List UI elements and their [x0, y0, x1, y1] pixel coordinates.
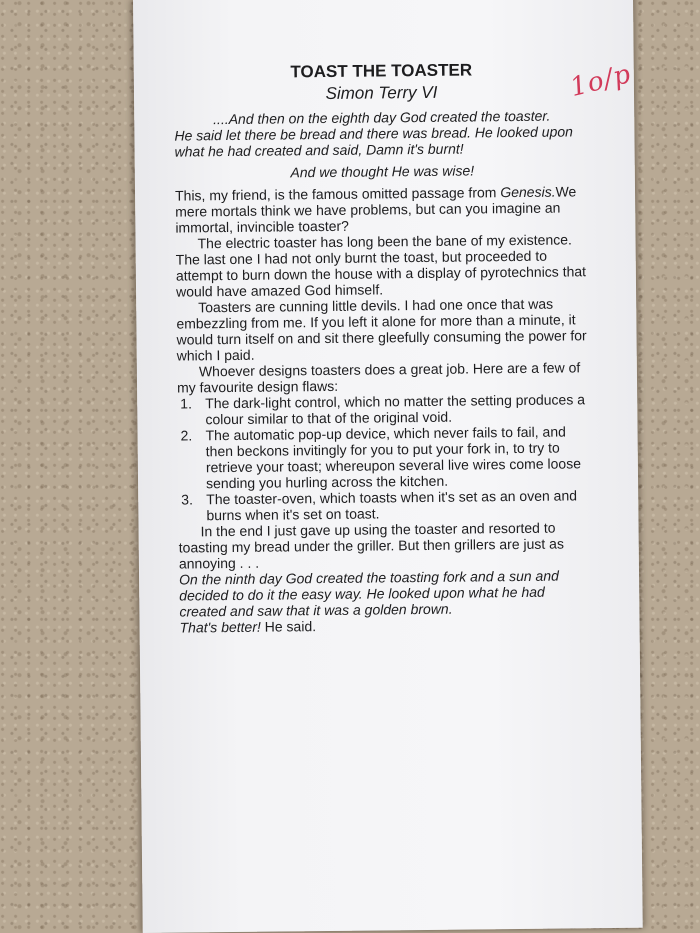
list-text: The dark-light control, which no matter the setting produces a colour similar to that of the original void.	[205, 391, 586, 428]
article-title: TOAST THE TOASTER	[290, 60, 473, 82]
list-item	[178, 487, 593, 523]
list-item	[177, 423, 593, 491]
article	[174, 59, 595, 635]
paragraph-genesis	[175, 183, 590, 235]
paragraph-genesis-lead: This, my friend, is the famous omitted passage from	[174, 184, 501, 204]
genesis-word: Genesis.	[500, 183, 556, 201]
list-text: The automatic pop-up device, which never fails to fail, and then beckons invitingly for you to put your fork in, to try to retrieve your toast; whereupon several live wires come loose sending you hurling across the kitchen.	[205, 423, 582, 492]
final-italic: That's better!	[179, 618, 261, 636]
paper-sheet	[133, 0, 643, 933]
final-plain: He said.	[260, 618, 317, 635]
article-author: Simon Terry VI	[325, 82, 438, 103]
list-number: 2.	[180, 427, 193, 444]
paragraph-genesis-tail: We mere mortals think we have problems, but can you imagine an immortal, invincible toaster?	[175, 183, 577, 236]
paragraph-griller: In the end I just gave up using the toaster and resorted to toasting my bread under the griller. But then grillers are just as annoying . . .	[178, 519, 565, 572]
handwritten-mark: 1o/p	[567, 58, 635, 104]
paragraph-design: Whoever designs toasters does a great job. Here are a few of my favourite design flaws:	[176, 359, 581, 396]
paragraph-bane: The electric toaster has long been the bane of my existence. The last one I had not only burnt the toast, but proceeded to attempt to burn down the house with a display of pyrotechnics that would have amazed God himself.	[175, 231, 587, 300]
opening-line: ....And then on the eighth day God created the toaster.	[213, 107, 551, 128]
final-line	[179, 615, 594, 635]
list-item	[177, 391, 592, 427]
list-number: 3.	[181, 491, 194, 508]
list-number: 1.	[180, 395, 192, 412]
wise-line: And we thought He was wise!	[290, 162, 475, 181]
list-text: The toaster-oven, which toasts when it's set as an oven and burns when it's set on toast.	[206, 487, 578, 524]
ninth-day-line: On the ninth day God created the toasting fork and a sun and decided to do it the easy way. He looked upon what he had created and saw that it was a golden brown.	[178, 567, 559, 620]
creation-line: He said let there be bread and there was bread. He looked upon what he had created and said, Damn it's burnt!	[174, 123, 573, 160]
flaw-list	[177, 391, 593, 523]
paragraph-devils: Toasters are cunning little devils. I had one once that was embezzling from me. If you left it alone for more than a minute, it would turn itself on and sit there gleefully consuming the power for which I paid.	[176, 295, 587, 364]
